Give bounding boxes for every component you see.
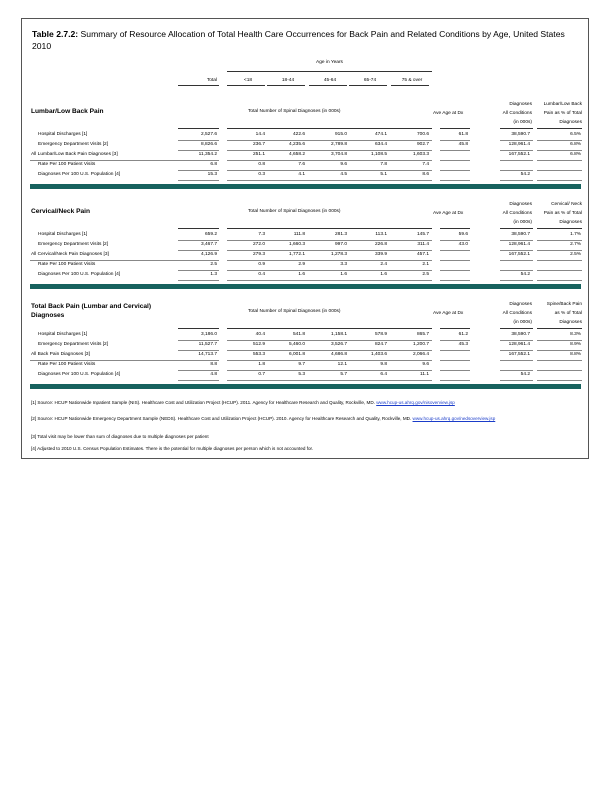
cell-value: 11,354.2 <box>198 152 217 157</box>
cell-value: 4.1 <box>298 172 305 177</box>
cell-all-conditions: 38,590.7 <box>511 232 530 237</box>
percent-header: as % of Total <box>554 311 582 316</box>
cell-value: 8.8 <box>210 362 217 367</box>
diagnoses-all-header: All Conditions <box>502 211 532 216</box>
cell-all-conditions: 54.2 <box>520 272 530 277</box>
cell-value: 915.0 <box>334 132 347 137</box>
footnote <box>31 416 576 423</box>
row-rule <box>227 270 432 271</box>
cell-value: 6.8 <box>210 162 217 167</box>
cell-ave-age: 45.3 <box>458 342 468 347</box>
row-rule <box>500 180 533 181</box>
age-header-rule <box>227 71 432 72</box>
row-rule <box>500 170 533 171</box>
cell-ave-age: 59.6 <box>458 232 468 237</box>
cell-value: 457.1 <box>416 252 429 257</box>
row-rule <box>178 360 219 361</box>
cell-ave-age: 43.0 <box>458 242 468 247</box>
cell-value: 9.7 <box>298 362 305 367</box>
row-rule <box>537 340 582 341</box>
cell-value: 5.1 <box>380 172 387 177</box>
row-rule <box>227 160 432 161</box>
percent-header: Diagnoses <box>559 220 582 225</box>
row-rule <box>537 140 582 141</box>
row-label: Emergency Department Visits [2] <box>38 242 109 247</box>
cell-value: 0.4 <box>258 272 265 277</box>
cell-percent: 2.5% <box>570 252 581 257</box>
header-rule <box>178 128 219 129</box>
row-label: All Back Pain Diagnoses [3] <box>31 352 90 357</box>
row-rule <box>440 280 470 281</box>
row-rule <box>500 160 533 161</box>
row-label: Hospital Discharges [1] <box>38 332 88 337</box>
cell-value: 4,126.9 <box>200 252 217 257</box>
cell-value: 1,772.1 <box>288 252 305 257</box>
row-label: Rate Per 100 Patient Visits <box>38 262 96 267</box>
cell-value: 2.5 <box>422 272 429 277</box>
row-rule <box>227 370 432 371</box>
cell-percent: 6.8% <box>570 152 581 157</box>
row-rule <box>178 240 219 241</box>
header-rule <box>440 328 470 329</box>
cell-value: 12.1 <box>337 362 347 367</box>
cell-value: 474.1 <box>374 132 387 137</box>
cell-value: 659.2 <box>204 232 217 237</box>
cell-value: 1.8 <box>258 362 265 367</box>
column-header: 18-44 <box>281 78 295 83</box>
cell-value: 1.6 <box>340 272 347 277</box>
row-rule <box>500 340 533 341</box>
cell-value: 9.6 <box>422 362 429 367</box>
header-rule <box>227 328 432 329</box>
diagnoses-all-header: Diagnoses <box>509 302 532 307</box>
diagnoses-all-header: All Conditions <box>502 111 532 116</box>
footnote-text: [2] Source: HCUP Nationwide Emergency Department Sample (NEDS). Healthcare Cost and Utilization Project (HCUP). 2010. Agency for Healthcare Research and Quality, Rockville, MD. <box>31 416 413 421</box>
cell-value: 824.7 <box>374 342 387 347</box>
cell-value: 422.6 <box>292 132 305 137</box>
row-rule <box>500 260 533 261</box>
row-label: Emergency Department Visits [2] <box>38 142 109 147</box>
cell-value: 8.6 <box>422 172 429 177</box>
row-rule <box>178 250 219 251</box>
footnote-text: [1] Source: HCUP Nationwide Inpatient Sample (NIS). Healthcare Cost and Utilization Project (HCUP). 2011. Agency for Healthcare Research and Quality, Rockville, MD. <box>31 400 377 405</box>
column-header: 65-74 <box>363 78 377 83</box>
section-divider-bar <box>30 184 581 189</box>
cell-value: 541.8 <box>292 332 305 337</box>
row-rule <box>500 150 533 151</box>
cell-value: 1,278.3 <box>330 252 347 257</box>
cell-value: 7.3 <box>258 232 265 237</box>
cell-value: 0.9 <box>258 262 265 267</box>
footnote <box>31 434 576 441</box>
percent-header: Cervical/ Neck <box>551 202 582 207</box>
cell-value: 9.6 <box>340 162 347 167</box>
cell-value: 2.9 <box>298 262 305 267</box>
cell-value: 5.3 <box>298 372 305 377</box>
column-header: 75 & over <box>401 78 423 83</box>
cell-percent: 6.8% <box>570 142 581 147</box>
row-rule <box>440 170 470 171</box>
row-rule <box>227 150 432 151</box>
row-rule <box>537 150 582 151</box>
row-rule <box>227 140 432 141</box>
row-label: Rate Per 100 Patient Visits <box>38 162 96 167</box>
row-rule <box>227 260 432 261</box>
row-rule <box>440 270 470 271</box>
row-rule <box>227 280 432 281</box>
row-rule <box>440 250 470 251</box>
row-rule <box>500 280 533 281</box>
ave-age-header: Ave Age at Dx <box>433 211 464 216</box>
percent-header: Diagnoses <box>559 120 582 125</box>
diagnoses-all-header: Diagnoses <box>509 202 532 207</box>
row-rule <box>178 370 219 371</box>
cell-value: 2,789.8 <box>330 142 347 147</box>
diagnoses-all-header: All Conditions <box>502 311 532 316</box>
section-title: Lumbar/Low Back Pain <box>31 108 104 115</box>
cell-value: 3,186.0 <box>200 332 217 337</box>
row-rule <box>178 170 219 171</box>
cell-value: 865.7 <box>416 332 429 337</box>
column-header: <18 <box>243 78 253 83</box>
row-rule <box>537 180 582 181</box>
cell-value: 0.8 <box>258 162 265 167</box>
cell-value: 997.0 <box>334 242 347 247</box>
row-rule <box>178 140 219 141</box>
row-rule <box>30 160 180 161</box>
cell-value: 0.7 <box>258 372 265 377</box>
cell-value: 6,001.8 <box>288 352 305 357</box>
diagnoses-all-header: (in 000s) <box>513 320 532 325</box>
cell-value: 1,108.5 <box>370 152 387 157</box>
column-header-rule <box>391 85 429 86</box>
cell-value: 236.7 <box>252 142 265 147</box>
cell-all-conditions: 54.2 <box>520 172 530 177</box>
header-rule <box>537 228 582 229</box>
row-rule <box>440 240 470 241</box>
row-label: All Cervical/Neck Pain Diagnoses [3] <box>31 252 109 257</box>
cell-value: 578.9 <box>374 332 387 337</box>
row-rule <box>440 340 470 341</box>
cell-ave-age: 61.8 <box>458 132 468 137</box>
header-rule <box>537 328 582 329</box>
row-rule <box>30 360 180 361</box>
cell-value: 14.4 <box>255 132 265 137</box>
diagnoses-all-header: Diagnoses <box>509 102 532 107</box>
row-rule <box>440 150 470 151</box>
cell-value: 1,158.1 <box>330 332 347 337</box>
row-rule <box>537 240 582 241</box>
row-rule <box>537 380 582 381</box>
cell-all-conditions: 128,961.4 <box>508 242 530 247</box>
footnote <box>31 400 576 407</box>
cell-value: 4,686.8 <box>330 352 347 357</box>
cell-value: 226.8 <box>374 242 387 247</box>
header-rule <box>500 128 533 129</box>
row-label: All Lumbar/Low Back Pain Diagnoses [3] <box>31 152 118 157</box>
cell-value: 251.1 <box>252 152 265 157</box>
cell-value: 14,713.7 <box>198 352 217 357</box>
cell-percent: 2.7% <box>570 242 581 247</box>
row-label: Diagnoses Per 100 U.S. Population [4] <box>38 372 121 377</box>
footnote-link[interactable]: www.hcup-us.ahrq.gov/nisoverview.jsp <box>376 400 455 405</box>
ave-age-header: Ave Age at Dx <box>433 311 464 316</box>
row-rule <box>537 270 582 271</box>
cell-value: 4.8 <box>210 372 217 377</box>
cell-value: 902.7 <box>416 142 429 147</box>
cell-value: 1,403.6 <box>370 352 387 357</box>
row-rule <box>440 160 470 161</box>
row-rule <box>537 160 582 161</box>
cell-value: 4.5 <box>340 172 347 177</box>
cell-all-conditions: 54.2 <box>520 372 530 377</box>
cell-value: 1,660.3 <box>288 242 305 247</box>
cell-value: 281.3 <box>334 232 347 237</box>
cell-value: 1,603.3 <box>412 152 429 157</box>
row-rule <box>440 260 470 261</box>
cell-all-conditions: 167,552.1 <box>508 252 530 257</box>
row-rule <box>178 270 219 271</box>
cell-value: 700.6 <box>416 132 429 137</box>
cell-value: 2,066.4 <box>412 352 429 357</box>
row-rule <box>178 160 219 161</box>
percent-header: Spine/Back Pain <box>546 302 582 307</box>
header-rule <box>500 328 533 329</box>
column-header-rule <box>309 85 347 86</box>
row-rule <box>500 350 533 351</box>
cell-value: 7.8 <box>380 162 387 167</box>
row-rule <box>227 350 432 351</box>
cell-value: 3.3 <box>340 262 347 267</box>
table-frame <box>21 18 589 459</box>
percent-header: Diagnoses <box>559 320 582 325</box>
cell-value: 1.3 <box>210 272 217 277</box>
row-label: Hospital Discharges [1] <box>38 132 88 137</box>
cell-value: 5,460.0 <box>288 342 305 347</box>
footnote <box>31 446 576 453</box>
cell-value: 5.7 <box>340 372 347 377</box>
row-rule <box>500 360 533 361</box>
section-divider-bar <box>30 384 581 389</box>
age-header: Age in Years <box>316 60 343 65</box>
row-rule <box>440 140 470 141</box>
row-label: Hospital Discharges [1] <box>38 232 88 237</box>
cell-all-conditions: 167,552.1 <box>508 152 530 157</box>
row-rule <box>440 380 470 381</box>
header-rule <box>227 228 432 229</box>
cell-value: 2,527.6 <box>200 132 217 137</box>
cell-value: 512.9 <box>252 342 265 347</box>
ave-age-header: Ave Age at Dx <box>433 111 464 116</box>
row-rule <box>30 260 180 261</box>
row-rule <box>500 370 533 371</box>
row-rule <box>537 360 582 361</box>
cell-value: 0.3 <box>258 172 265 177</box>
cell-all-conditions: 128,961.4 <box>508 342 530 347</box>
cell-all-conditions: 38,590.7 <box>511 332 530 337</box>
row-rule <box>500 270 533 271</box>
cell-value: 40.4 <box>255 332 265 337</box>
cell-value: 7.6 <box>298 162 305 167</box>
header-rule <box>537 128 582 129</box>
diagnoses-all-header: (in 000s) <box>513 220 532 225</box>
cell-value: 7.4 <box>422 162 429 167</box>
cell-percent: 8.3% <box>570 332 581 337</box>
row-rule <box>227 340 432 341</box>
cell-value: 6.4 <box>380 372 387 377</box>
column-header-rule <box>349 85 387 86</box>
cell-value: 2.1 <box>422 262 429 267</box>
footnote-link[interactable]: www.hcup-us.ahrq.gov/nedsoverview.jsp <box>412 416 496 421</box>
header-rule <box>178 328 219 329</box>
column-header-rule <box>267 85 305 86</box>
cell-percent: 1.7% <box>570 232 581 237</box>
row-rule <box>227 180 432 181</box>
cell-percent: 8.9% <box>570 342 581 347</box>
cell-value: 11.1 <box>420 372 429 377</box>
row-rule <box>537 170 582 171</box>
row-rule <box>537 350 582 351</box>
cell-value: 3,526.7 <box>330 342 347 347</box>
column-header: 45-64 <box>323 78 337 83</box>
percent-header: Pain as % of Total <box>543 211 582 216</box>
row-label: Diagnoses Per 100 U.S. Population [4] <box>38 272 121 277</box>
cell-ave-age: 61.2 <box>458 332 468 337</box>
row-rule <box>178 260 219 261</box>
cell-value: 9.8 <box>380 362 387 367</box>
cell-value: 311.4 <box>417 242 429 247</box>
row-rule <box>440 370 470 371</box>
cell-value: 113.1 <box>375 232 387 237</box>
row-rule <box>178 380 219 381</box>
section-title: Total Back Pain (Lumbar and Cervical) Diagnoses <box>31 303 152 319</box>
header-rule <box>178 228 219 229</box>
cell-all-conditions: 38,590.7 <box>511 132 530 137</box>
header-rule <box>500 228 533 229</box>
row-label: Diagnoses Per 100 U.S. Population [4] <box>38 172 121 177</box>
row-rule <box>227 380 432 381</box>
percent-header: Pain as % of Total <box>543 111 582 116</box>
column-header-rule <box>178 85 219 86</box>
row-rule <box>500 140 533 141</box>
cell-percent: 8.8% <box>570 352 581 357</box>
row-rule <box>440 360 470 361</box>
cell-percent: 6.5% <box>570 132 581 137</box>
percent-header: Lumbar/Low Back <box>543 102 582 107</box>
row-rule <box>440 180 470 181</box>
cell-value: 3,704.8 <box>330 152 347 157</box>
cell-value: 15.3 <box>207 172 217 177</box>
cell-ave-age: 45.8 <box>458 142 468 147</box>
section-divider-bar <box>30 284 581 289</box>
row-rule <box>227 360 432 361</box>
table-number: Table 2.7.2: <box>32 29 79 39</box>
cell-value: 279.3 <box>252 252 265 257</box>
section-title: Cervical/Neck Pain <box>31 208 91 215</box>
cell-value: 553.3 <box>252 352 265 357</box>
footnote-text: [4] Adjusted to 2010 U.S. Census Population Estimates. There is the potential for multiple diagnoses per person which is not accounted for. <box>31 446 314 451</box>
header-rule <box>227 128 432 129</box>
row-rule <box>178 350 219 351</box>
section-subheader: Total Number of Spinal Diagnoses (in 000s) <box>248 209 341 214</box>
cell-value: 2.4 <box>380 262 387 267</box>
row-rule <box>178 180 219 181</box>
row-label: Emergency Department Visits [2] <box>38 342 109 347</box>
table-title <box>32 28 580 52</box>
cell-value: 1.6 <box>380 272 387 277</box>
row-rule <box>227 240 432 241</box>
row-rule <box>178 340 219 341</box>
cell-value: 634.4 <box>374 142 387 147</box>
cell-value: 4,658.2 <box>288 152 305 157</box>
row-rule <box>227 170 432 171</box>
cell-all-conditions: 167,552.1 <box>508 352 530 357</box>
row-rule <box>537 260 582 261</box>
cell-value: 1.6 <box>298 272 305 277</box>
row-rule <box>227 250 432 251</box>
row-rule <box>500 380 533 381</box>
table-title-text: Summary of Resource Allocation of Total Health Care Occurrences for Back Pain and Related Conditions by Age, United States 2010 <box>32 29 565 51</box>
cell-value: 3,467.7 <box>200 242 217 247</box>
row-rule <box>537 280 582 281</box>
row-rule <box>178 150 219 151</box>
row-rule <box>440 350 470 351</box>
row-rule <box>500 250 533 251</box>
row-rule <box>500 240 533 241</box>
column-header-rule <box>227 85 265 86</box>
section-subheader: Total Number of Spinal Diagnoses (in 000s) <box>248 309 341 314</box>
row-label: Rate Per 100 Patient Visits <box>38 362 96 367</box>
row-rule <box>537 370 582 371</box>
cell-value: 4,235.6 <box>288 142 305 147</box>
header-rule <box>440 128 470 129</box>
diagnoses-all-header: (in 000s) <box>513 120 532 125</box>
cell-value: 8,826.6 <box>200 142 217 147</box>
row-rule <box>537 250 582 251</box>
cell-all-conditions: 128,961.4 <box>508 142 530 147</box>
section-subheader: Total Number of Spinal Diagnoses (in 000s) <box>248 109 341 114</box>
cell-value: 272.0 <box>252 242 265 247</box>
cell-value: 111.8 <box>293 232 305 237</box>
cell-value: 2.5 <box>210 262 217 267</box>
row-rule <box>178 280 219 281</box>
cell-value: 1,200.7 <box>412 342 429 347</box>
cell-value: 11,527.7 <box>198 342 217 347</box>
footnote-text: [3] Total visit may be lower than sum of diagnoses due to multiple diagnoses per patient <box>31 434 209 439</box>
cell-value: 145.7 <box>416 232 429 237</box>
cell-value: 339.9 <box>374 252 387 257</box>
column-header: Total <box>206 78 217 83</box>
header-rule <box>440 228 470 229</box>
